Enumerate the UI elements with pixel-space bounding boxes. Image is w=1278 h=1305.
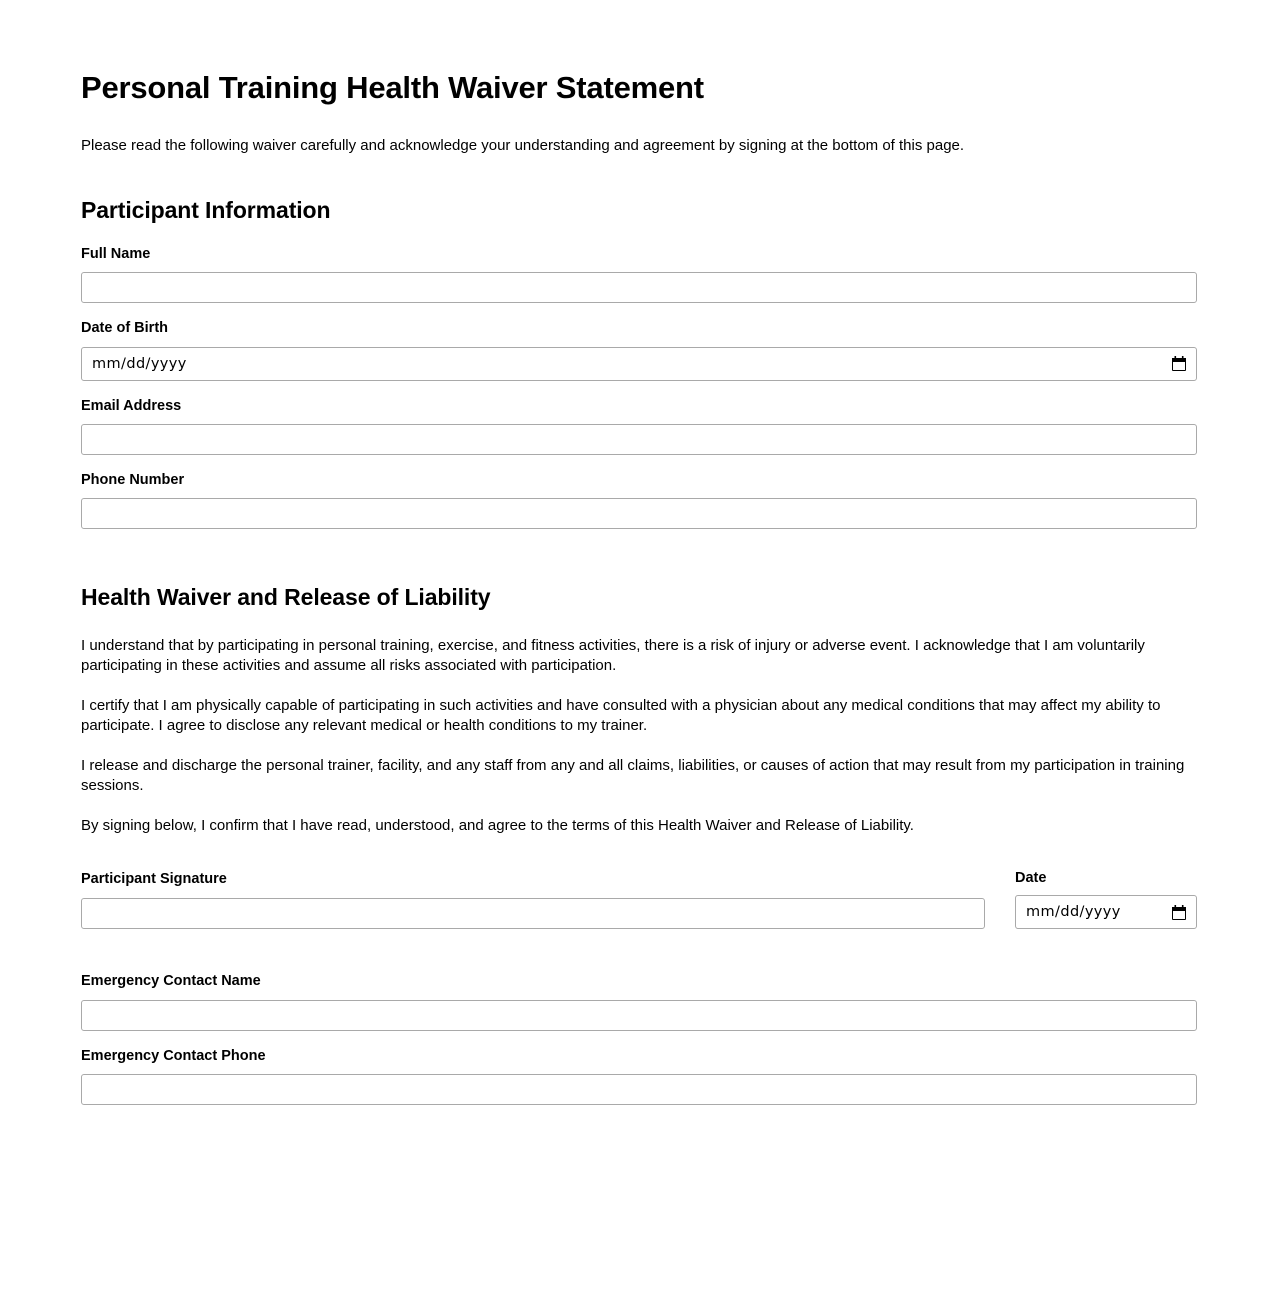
label-full-name: Full Name [81, 245, 151, 262]
label-participant-signature: Participant Signature [81, 870, 227, 887]
signature-date-input[interactable] [1015, 895, 1197, 929]
field-date-of-birth [81, 320, 1197, 380]
date-of-birth-placeholder: mm/dd/yyyy [92, 355, 187, 372]
label-emergency-contact-name: Emergency Contact Name [81, 973, 261, 990]
waiver-heading: Health Waiver and Release of Liability [81, 584, 491, 611]
page-title: Personal Training Health Waiver Statement [81, 70, 704, 105]
emergency-contact-section [81, 973, 1197, 1105]
waiver-paragraph-4: By signing below, I confirm that I have read, understood, and agree to the terms of this Health Waiver and Release of Liability. [81, 817, 914, 835]
participant-information-heading: Participant Information [81, 196, 331, 223]
emergency-contact-name-input[interactable] [81, 1000, 1197, 1031]
emergency-contact-phone-input[interactable] [81, 1074, 1197, 1105]
intro-paragraph: Please read the following waiver carefully and acknowledge your understanding and agreement by signing at the bottom of this page. [81, 136, 965, 154]
label-email-address: Email Address [81, 397, 182, 414]
participant-information-fields [81, 246, 1197, 530]
field-emergency-contact-phone [81, 1048, 1197, 1105]
email-address-input[interactable] [81, 424, 1197, 455]
signature-row [81, 870, 1197, 929]
participant-signature-input[interactable] [81, 898, 985, 929]
label-signature-date: Date [1015, 869, 1047, 886]
field-email-address [81, 398, 1197, 455]
field-phone-number [81, 472, 1197, 529]
signature-date-placeholder: mm/dd/yyyy [1026, 904, 1121, 921]
field-emergency-contact-name [81, 973, 1197, 1030]
field-participant-signature [81, 871, 985, 929]
phone-number-input[interactable] [81, 498, 1197, 529]
label-emergency-contact-phone: Emergency Contact Phone [81, 1047, 266, 1064]
label-phone-number: Phone Number [81, 472, 185, 488]
field-full-name [81, 246, 1197, 303]
waiver-paragraph-3: I release and discharge the personal trainer, facility, and any staff from any and all claims, liabilities, or causes of action that may result from my participation in training sessions. [81, 757, 1185, 795]
page-bottom-spacer [81, 1105, 1197, 1305]
waiver-paragraph-1: I understand that by participating in personal training, exercise, and fitness activities, there is a risk of injury or adverse event. I acknowledge that I am voluntarily participating in these activities and assume all risks associated with participation. [81, 637, 1145, 675]
calendar-icon[interactable] [1172, 356, 1186, 371]
label-date-of-birth: Date of Birth [81, 320, 168, 337]
full-name-input[interactable] [81, 272, 1197, 303]
waiver-section [81, 584, 1197, 836]
field-signature-date [1015, 870, 1197, 929]
calendar-icon[interactable] [1172, 905, 1186, 920]
date-of-birth-input[interactable] [81, 347, 1197, 381]
waiver-paragraph-2: I certify that I am physically capable of participating in such activities and have consulted with a physician about any medical conditions that may affect my ability to participate. I agree to disclose any relevant medical or health conditions to my trainer. [81, 697, 1161, 735]
